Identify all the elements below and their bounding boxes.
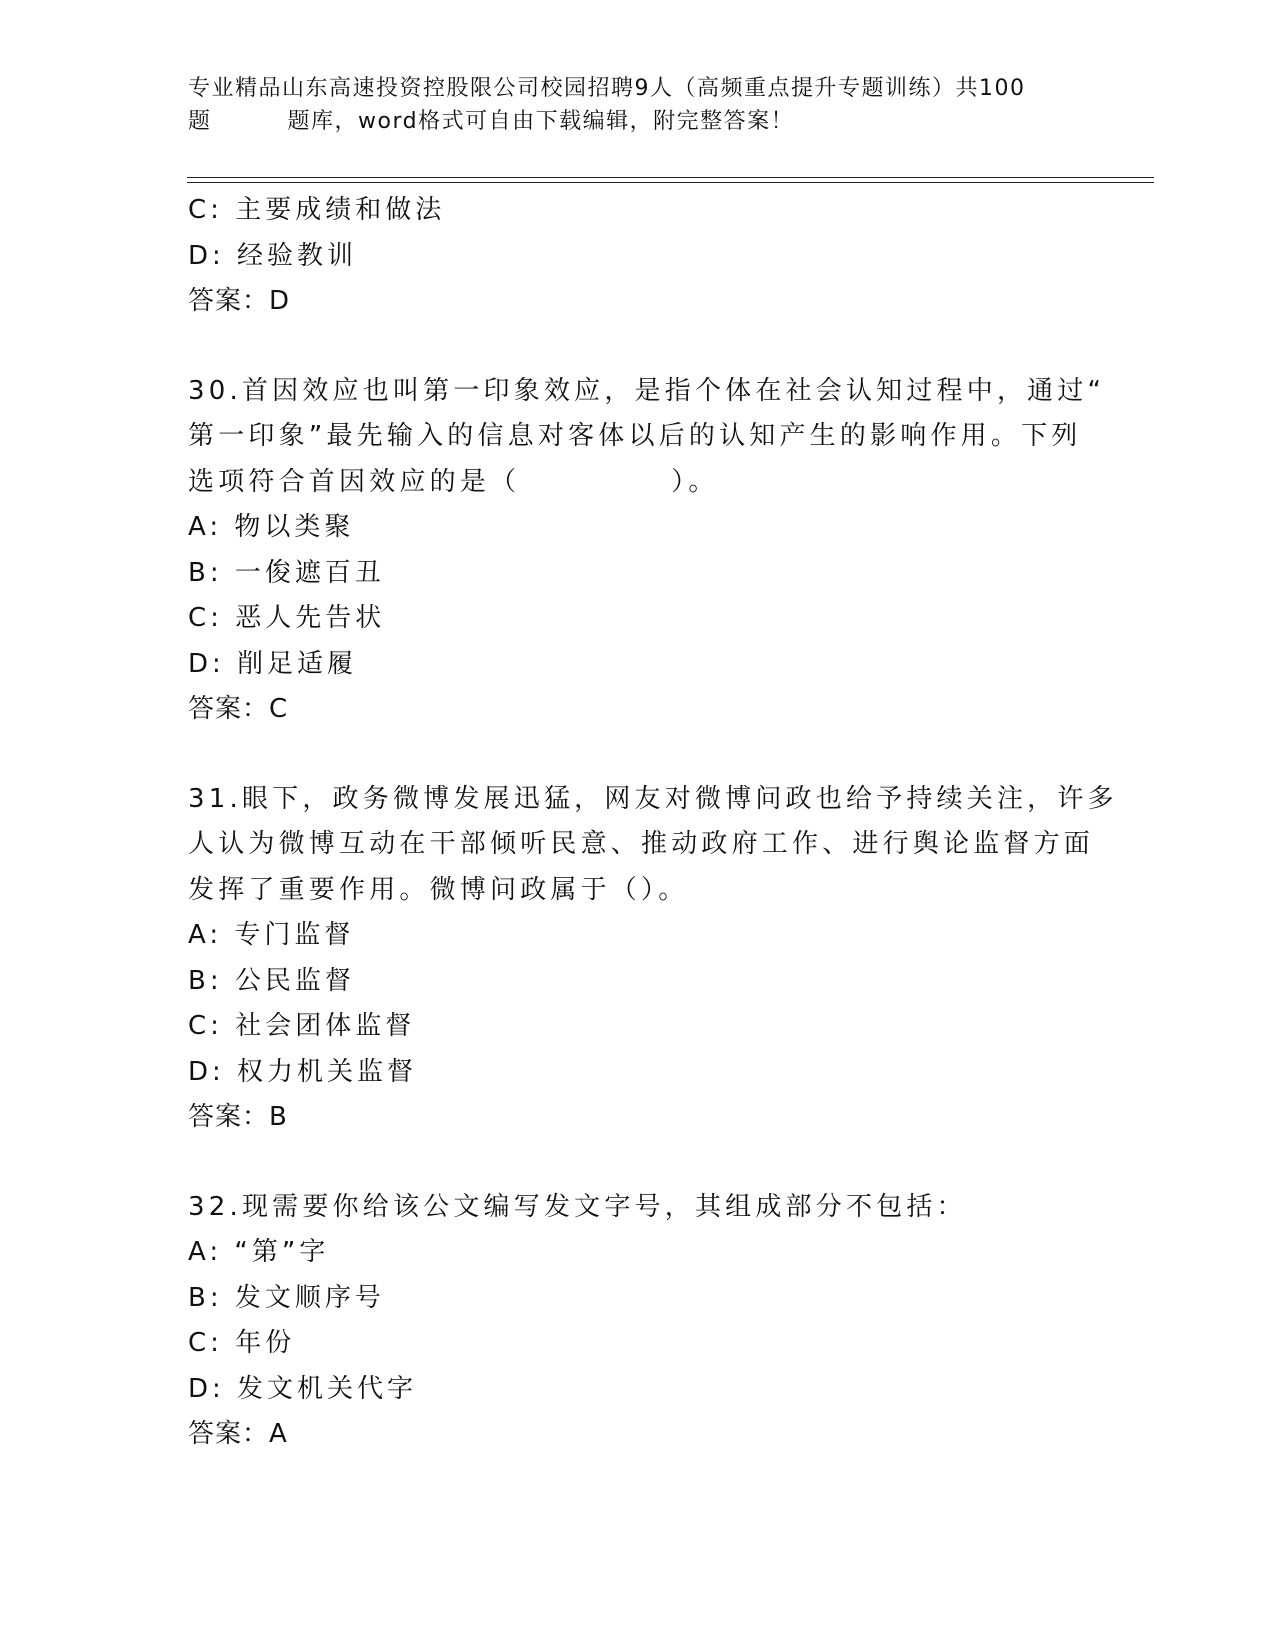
stem-line: 发挥了重要作用。微博问政属于（）。 bbox=[188, 874, 689, 905]
option-c: C: 年份 bbox=[188, 1328, 296, 1358]
question-32 bbox=[188, 1185, 1088, 1458]
header-line2-left: 题 bbox=[188, 109, 212, 134]
option-a: A: 物以类聚 bbox=[188, 512, 355, 542]
header-title-line-2 bbox=[188, 105, 1088, 138]
option-c: C: 社会团体监督 bbox=[188, 1011, 416, 1041]
header-title-line-1: 专业精品山东高速投资控股限公司校园招聘9人（高频重点提升专题训练）共100 bbox=[188, 76, 1026, 101]
option-d: D: 权力机关监督 bbox=[188, 1056, 418, 1087]
question-stem bbox=[188, 369, 1106, 506]
document-content bbox=[188, 188, 1118, 1458]
continued-question bbox=[188, 188, 1088, 325]
option-c: C: 主要成绩和做法 bbox=[188, 195, 446, 225]
option-b: B: 公民监督 bbox=[188, 965, 355, 996]
question-stem bbox=[188, 777, 1118, 914]
header-gap bbox=[212, 105, 288, 138]
option-a: A: “第”字 bbox=[188, 1237, 330, 1267]
option-b: B: 一俊遮百丑 bbox=[188, 557, 385, 588]
option-d: D: 发文机关代字 bbox=[188, 1373, 418, 1404]
question-30 bbox=[188, 369, 1106, 733]
answer-line: 答案：A bbox=[188, 1419, 288, 1449]
stem-line: 30.首因效应也叫第一印象效应，是指个体在社会认知过程中，通过“ bbox=[188, 375, 1106, 406]
stem-line: 31.眼下，政务微博发展迅猛，网友对微博问政也给予持续关注，许多 bbox=[188, 783, 1118, 814]
question-stem bbox=[188, 1185, 1088, 1231]
option-d: D: 经验教训 bbox=[188, 240, 358, 271]
option-d: D: 削足适履 bbox=[188, 648, 358, 679]
answer-line: 答案：D bbox=[188, 286, 291, 316]
stem-line: 第一印象”最先输入的信息对客体以后的认知产生的影响作用。下列 bbox=[188, 421, 1082, 451]
question-31 bbox=[188, 777, 1118, 1141]
option-b: B: 发文顺序号 bbox=[188, 1282, 385, 1313]
header-line2-right: 题库，word格式可自由下载编辑，附完整答案！ bbox=[287, 109, 795, 134]
option-c: C: 恶人先告状 bbox=[188, 603, 386, 633]
page-header bbox=[188, 72, 1088, 138]
answer-line: 答案：B bbox=[188, 1102, 288, 1132]
option-a: A: 专门监督 bbox=[188, 920, 355, 950]
stem-line: 选项符合首因效应的是（ ）。 bbox=[188, 466, 719, 497]
header-double-rule bbox=[187, 177, 1154, 183]
stem-line: 32.现需要你给该公文编写发文字号，其组成部分不包括： bbox=[188, 1191, 967, 1222]
answer-line: 答案：C bbox=[188, 694, 289, 724]
stem-line: 人认为微博互动在干部倾听民意、推动政府工作、进行舆论监督方面 bbox=[188, 829, 1095, 859]
